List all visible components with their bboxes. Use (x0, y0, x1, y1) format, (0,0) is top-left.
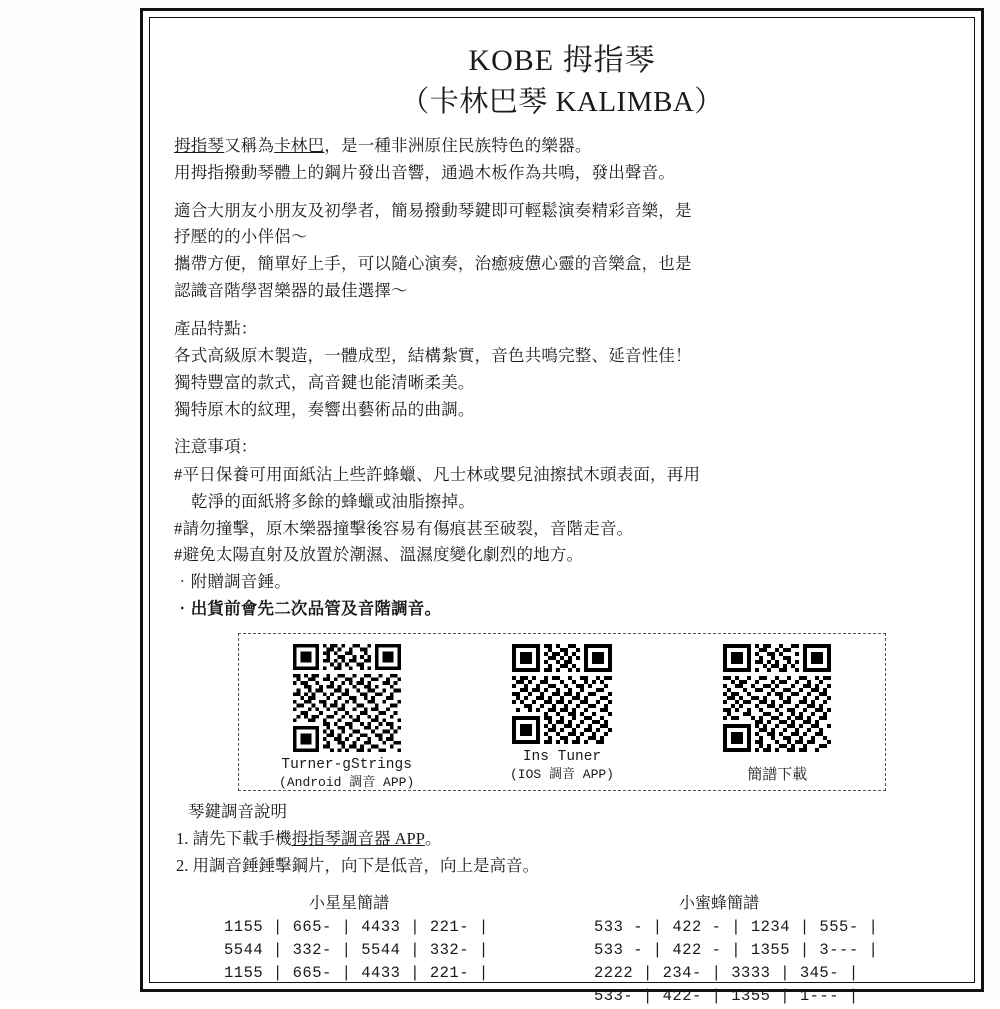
qr-subcaption-ios-tuner: (IOS 調音 APP) (509, 766, 614, 782)
tuning-step-1 (174, 826, 950, 853)
notice-line-2: #請勿撞擊，原木樂器撞擊後容易有傷痕甚至破裂，音階走音。 (174, 518, 634, 538)
notice-section (174, 434, 950, 622)
document-outer-border (140, 8, 984, 1006)
page-title: KOBE 拇指琴 (468, 44, 656, 77)
description-line-1: 適合大朋友小朋友及初學者，簡易撥動琴鍵即可輕鬆演奏精彩音樂，是 (174, 200, 692, 220)
intro-line-2: 用拇指撥動琴體上的鋼片發出音響，通過木板作為共鳴，發出聲音。 (174, 162, 675, 182)
tuning-step-1-a: 1. 請先下載手機 (176, 829, 292, 849)
notice-heading: 注意事項： (174, 437, 258, 457)
score-line: 533 - | 422 - | 1234 | 555- | (594, 917, 879, 936)
qr-caption-score-download: 簡譜下載 (747, 767, 808, 784)
score-line: 2222 | 234- | 3333 | 345- | (594, 964, 859, 983)
qr-code-icon[interactable] (512, 644, 612, 744)
intro-line-1 (174, 133, 950, 160)
description-line-2: 抒壓的的小伴侶～ (174, 227, 308, 247)
description-paragraph (174, 198, 950, 305)
qr-caption-android-tuner: Turner-gStrings (281, 757, 412, 774)
intro-line-1-b: 又稱為 (224, 136, 275, 156)
tuning-step-1-c: 。 (424, 829, 442, 849)
document-inner-border (149, 17, 975, 1006)
tuning-heading: 琴鍵調音說明 (188, 802, 287, 822)
qr-code-icon[interactable] (293, 644, 401, 752)
features-line-1: 各式高級原木製造，一體成型，結構紮實，音色共鳴完整、延音性佳！ (174, 346, 692, 366)
page-subtitle: （卡林巴琴 KALIMBA） (400, 85, 724, 118)
score-section (174, 890, 950, 1009)
qr-item-android-tuner[interactable] (252, 644, 442, 790)
score-title-little-bee: 小蜜蜂簡譜 (678, 894, 759, 912)
score-little-bee (594, 890, 894, 1009)
qr-subcaption-android-tuner: (Android 調音 APP) (279, 774, 415, 790)
notice-line-1: #平日保養可用面紙沾上些許蜂蠟、凡士林或嬰兒油擦拭木頭表面，再用 (174, 465, 701, 485)
notice-bullet-2: ‧出貨前會先二次品管及音階調音。 (174, 598, 442, 618)
description-line-3: 攜帶方便，簡單好上手，可以隨心演奏，治癒疲憊心靈的音樂盒，也是 (174, 254, 692, 274)
intro-term-thumb-piano: 拇指琴 (174, 136, 225, 156)
notice-line-1-continued: 乾淨的面紙將多餘的蜂蠟或油脂擦掉。 (191, 491, 475, 511)
score-title-twinkle: 小星星簡譜 (308, 894, 389, 912)
qr-caption-ios-tuner: Ins Tuner (522, 749, 602, 766)
title-block (174, 42, 950, 121)
qr-item-ios-tuner[interactable] (467, 644, 657, 782)
score-line: 1155 | 665- | 4433 | 221- | (224, 917, 489, 936)
score-line: 5544 | 332- | 5544 | 332- | (224, 940, 489, 959)
intro-line-1-d: ，是一種非洲原住民族特色的樂器。 (324, 136, 592, 156)
tuning-step-2: 2. 用調音錘錘擊鋼片，向下是低音，向上是高音。 (176, 855, 539, 875)
score-twinkle (224, 890, 524, 1009)
description-line-4: 認識音階學習樂器的最佳選擇～ (174, 280, 408, 300)
intro-term-kalimba: 卡林巴 (274, 136, 325, 156)
features-line-2: 獨特豐富的款式，高音鍵也能清晰柔美。 (174, 372, 475, 392)
tuning-instructions (174, 799, 950, 879)
notice-bullet-1: ‧附贈調音錘。 (174, 571, 291, 591)
features-section (174, 316, 950, 424)
intro-paragraph (174, 133, 950, 186)
document-body (174, 133, 950, 622)
qr-code-panel (238, 633, 886, 791)
features-heading: 產品特點： (174, 318, 258, 338)
notice-line-3: #避免太陽直射及放置於潮濕、溫濕度變化劇烈的地方。 (174, 545, 584, 565)
score-line: 533 - | 422 - | 1355 | 3--- | (594, 940, 879, 959)
qr-code-icon[interactable] (723, 644, 831, 752)
score-line: 1155 | 665- | 4433 | 221- | (224, 964, 489, 983)
features-line-3: 獨特原木的紋理，奏響出藝術品的曲調。 (174, 399, 475, 419)
qr-item-score-download[interactable] (682, 644, 872, 785)
tuning-step-1-app: 拇指琴調音器 APP (291, 829, 425, 849)
score-line: 533- | 422- | 1355 | 1--- | (594, 987, 859, 1006)
